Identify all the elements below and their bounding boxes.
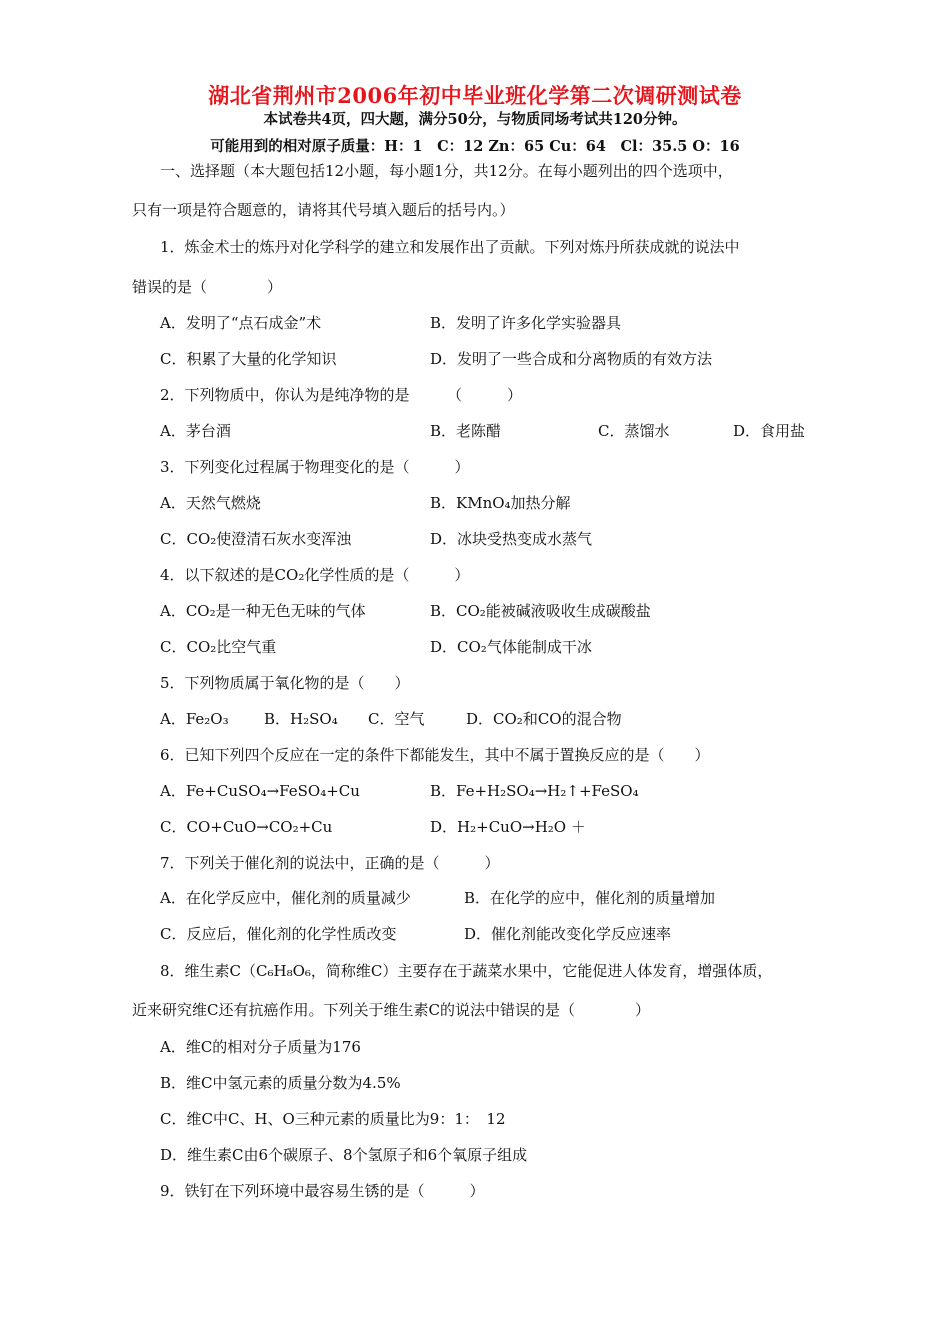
q8-stem-line2: 近来研究维C还有抗癌作用。下列关于维生素C的说法中错误的是（ ） [132, 1001, 650, 1019]
q4-option-a: A．CO₂是一种无色无味的气体 [160, 602, 366, 620]
q7-stem: 7．下列关于催化剂的说法中，正确的是（ ） [160, 854, 500, 872]
q9-stem: 9．铁钉在下列环境中最容易生锈的是（ ） [160, 1182, 485, 1200]
q1-stem-line1: 1．炼金术士的炼丹对化学科学的建立和发展作出了贡献。下列对炼丹所获成就的说法中 [160, 238, 740, 256]
q6-option-a: A．Fe+CuSO₄→FeSO₄+Cu [160, 782, 360, 800]
q3-option-a: A．天然气燃烧 [160, 494, 261, 512]
q5-option-d: D．CO₂和CO的混合物 [466, 710, 622, 728]
q6-option-b: B．Fe+H₂SO₄→H₂↑+FeSO₄ [430, 782, 639, 800]
q2-option-a: A．茅台酒 [160, 422, 231, 440]
section-intro-line1: 一、选择题（本大题包括12小题，每小题1分，共12分。在每小题列出的四个选项中， [160, 162, 733, 180]
q8-stem-line1: 8．维生素C（C₆H₈O₆，简称维C）主要存在于蔬菜水果中，它能促进人体发育，增强体质， [160, 962, 773, 980]
q1-stem-line2: 错误的是（ ） [132, 278, 283, 296]
q4-option-c: C．CO₂比空气重 [160, 638, 277, 656]
q6-stem: 6．已知下列四个反应在一定的条件下都能发生，其中不属于置换反应的是（ ） [160, 746, 710, 764]
q8-option-c: C．维C中C、H、O三种元素的质量比为9：1： 12 [160, 1110, 506, 1128]
q2-option-d: D．食用盐 [733, 422, 806, 440]
q2-stem: 2．下列物质中，你认为是纯净物的是 （ ） [160, 386, 523, 404]
q4-option-d: D．CO₂气体能制成干冰 [430, 638, 592, 656]
exam-title: 湖北省荆州市2006年初中毕业班化学第二次调研测试卷 [208, 83, 742, 108]
q7-option-c: C．反应后，催化剂的化学性质改变 [160, 925, 397, 943]
q7-option-b: B．在化学的应中，催化剂的质量增加 [464, 889, 716, 907]
q5-option-a: A．Fe₂O₃ [160, 710, 229, 728]
q5-option-c: C．空气 [368, 710, 425, 728]
q4-option-b: B．CO₂能被碱液吸收生成碳酸盐 [430, 602, 651, 620]
q8-option-a: A．维C的相对分子质量为176 [160, 1038, 361, 1056]
q5-stem: 5．下列物质属于氧化物的是（ ） [160, 674, 410, 692]
q5-option-b: B．H₂SO₄ [264, 710, 338, 728]
q1-option-a: A．发明了“点石成金”术 [160, 314, 322, 332]
exam-info: 本试卷共4页，四大题，满分50分，与物质同场考试共120分钟。 [263, 111, 687, 128]
q7-option-a: A．在化学反应中，催化剂的质量减少 [160, 889, 411, 907]
q2-option-b: B．老陈醋 [430, 422, 502, 440]
q6-option-c: C．CO+CuO→CO₂+Cu [160, 818, 333, 836]
section-intro-line2: 只有一项是符合题意的，请将其代号填入题后的括号内。） [132, 201, 515, 219]
q3-option-b: B．KMnO₄加热分解 [430, 494, 571, 512]
q3-option-d: D．冰块受热变成水蒸气 [430, 530, 593, 548]
q1-option-b: B．发明了许多化学实验器具 [430, 314, 622, 332]
q1-option-d: D．发明了一些合成和分离物质的有效方法 [430, 350, 713, 368]
q3-stem: 3．下列变化过程属于物理变化的是（ ） [160, 458, 470, 476]
q1-option-c: C．积累了大量的化学知识 [160, 350, 337, 368]
q3-option-c: C．CO₂使澄清石灰水变浑浊 [160, 530, 352, 548]
q7-option-d: D．催化剂能改变化学反应速率 [464, 925, 672, 943]
q2-option-c: C．蒸馏水 [598, 422, 670, 440]
q6-option-d: D．H₂+CuO→H₂O ＋ [430, 818, 586, 836]
q4-stem: 4．以下叙述的是CO₂化学性质的是（ ） [160, 566, 470, 584]
q8-option-b: B．维C中氢元素的质量分数为4.5% [160, 1074, 401, 1092]
atomic-masses: 可能用到的相对原子质量：H：1 C：12 Zn：65 Cu：64 Cl：35.5 O：16 [210, 138, 740, 155]
q8-option-d: D．维生素C由6个碳原子、8个氢原子和6个氧原子组成 [160, 1146, 528, 1164]
